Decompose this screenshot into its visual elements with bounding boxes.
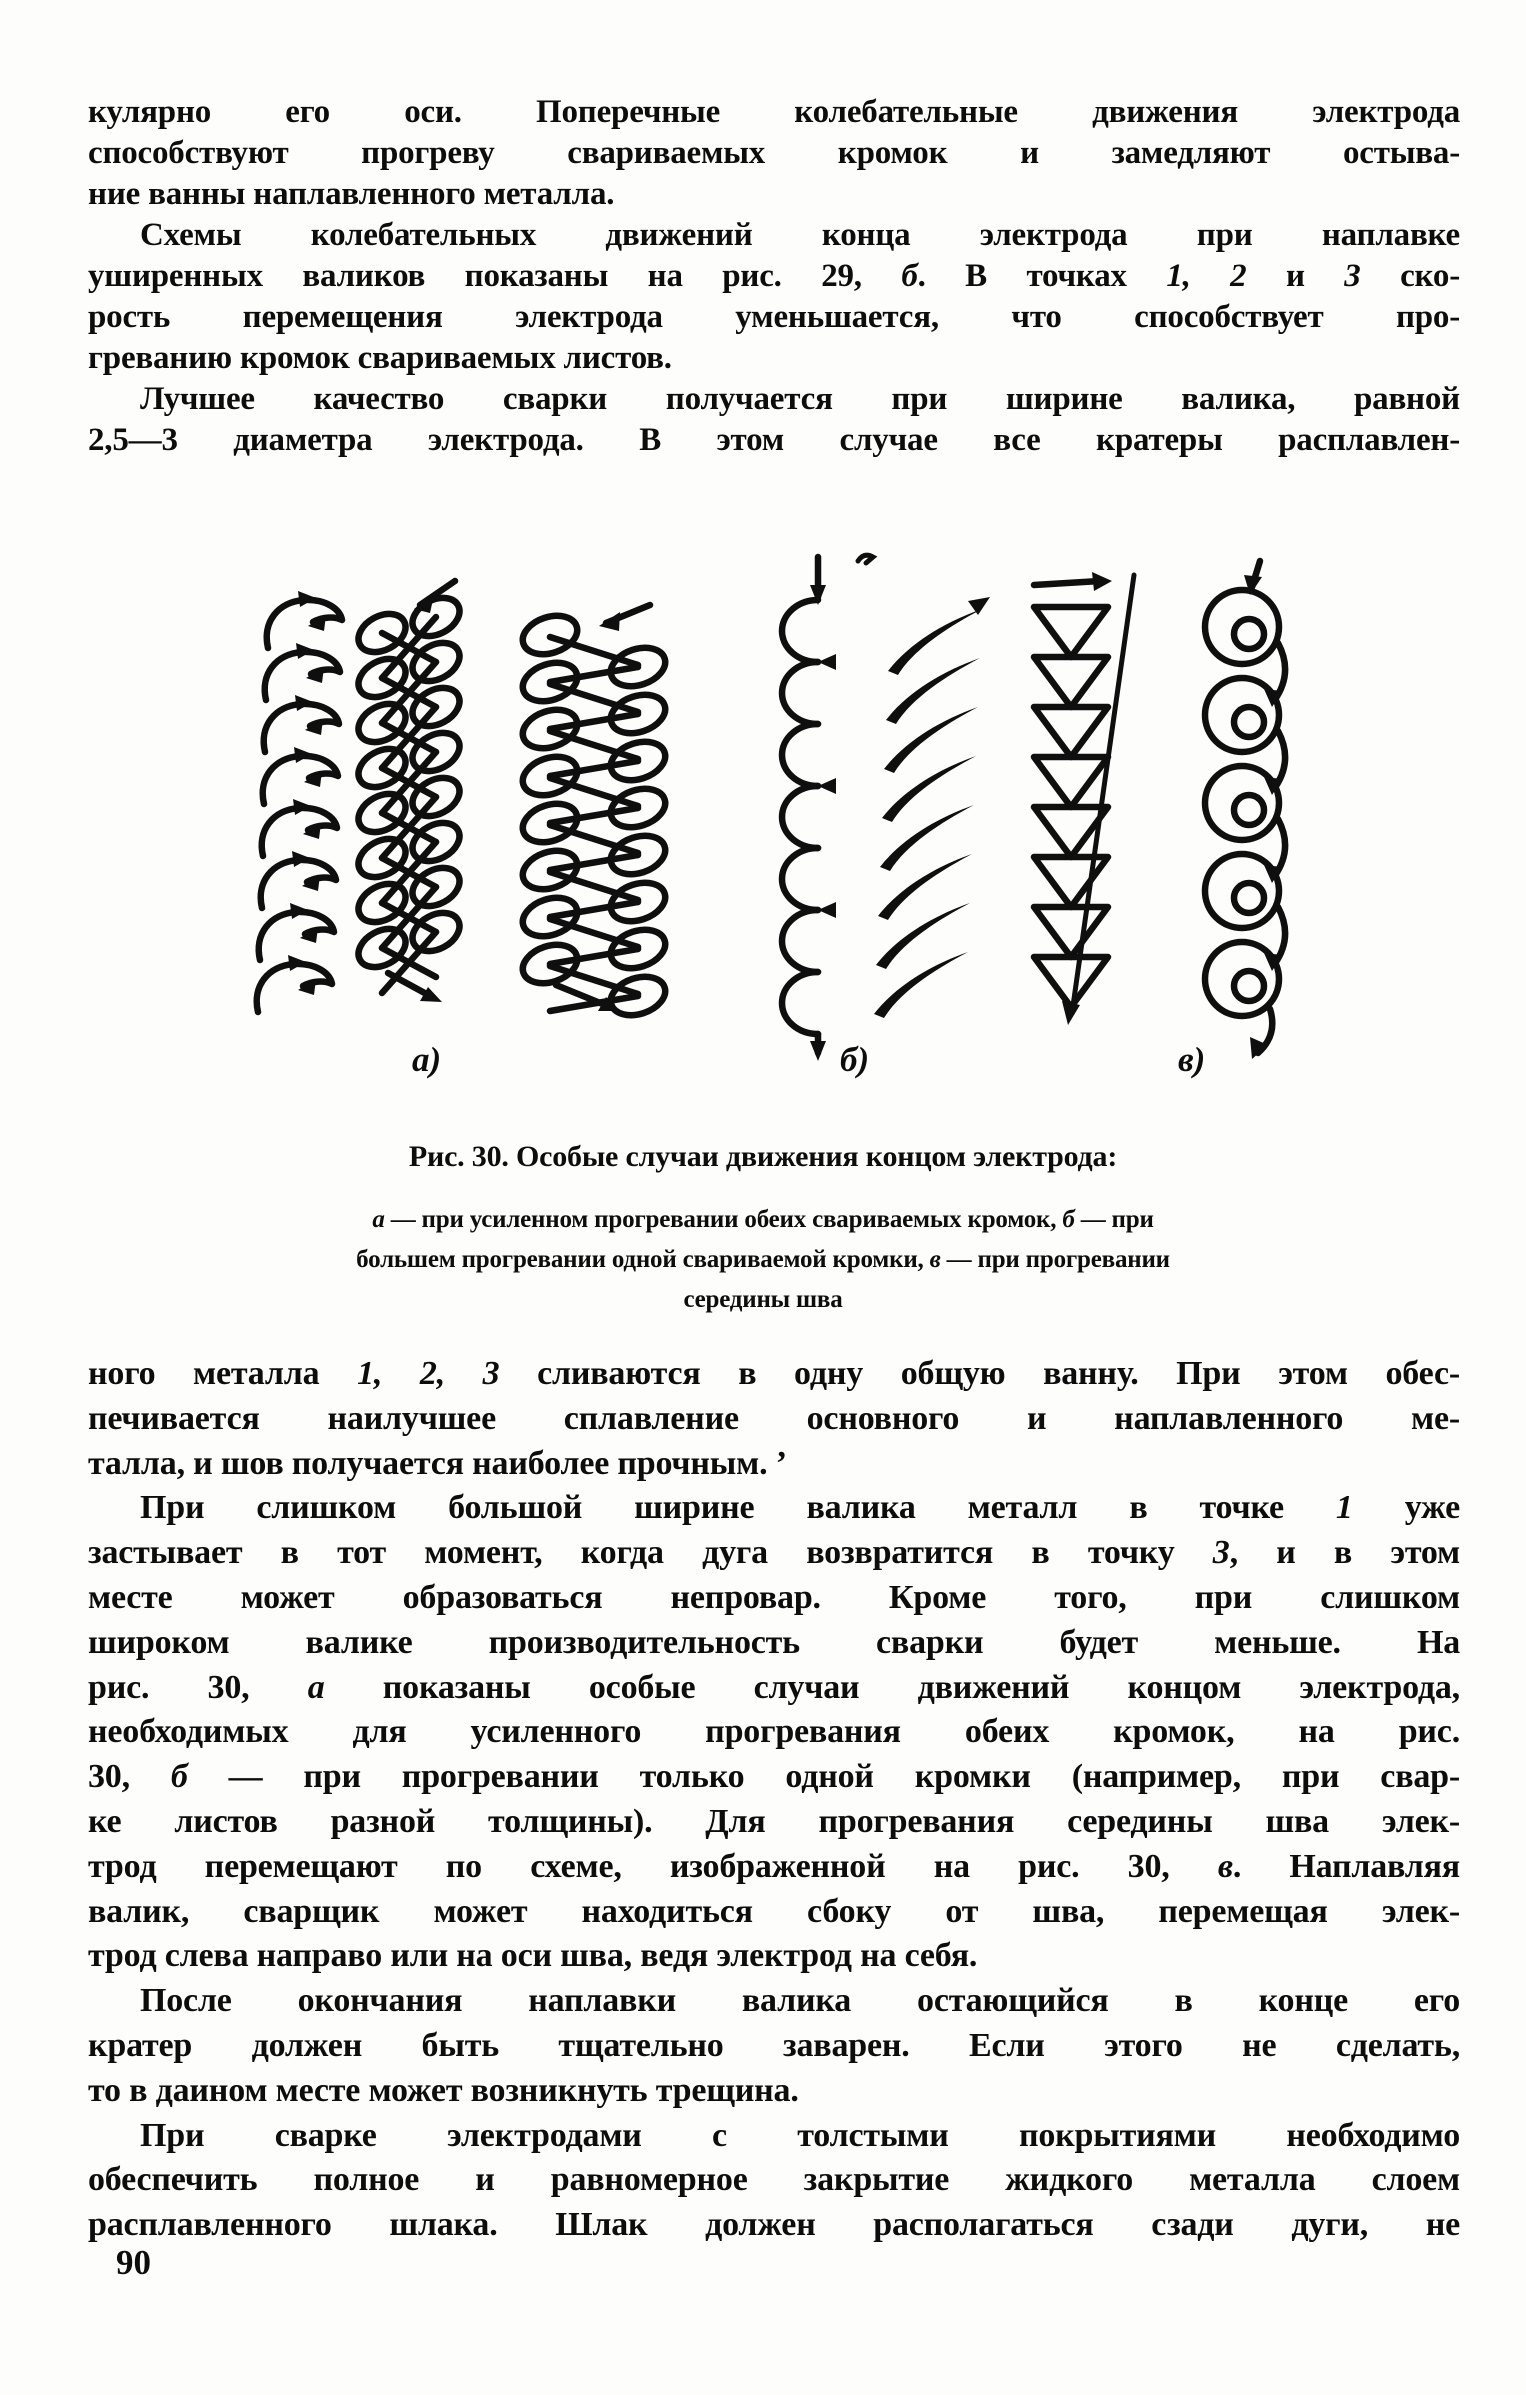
text-line: расплавленного шлака. Шлак должен располагаться сзади дуги, не: [88, 2206, 1460, 2244]
text-line: необходимых для усиленного прогревания обеих кромок, на рис.: [88, 1713, 1460, 1751]
text-line: середины шва: [683, 1286, 843, 1313]
text-line: то в даином месте может возникнуть трещина.: [88, 2071, 799, 2109]
text-line: а — при усиленном прогревании обеих свариваемых кромок, б — при: [372, 1206, 1154, 1233]
text-line: способствуют прогреву свариваемых кромок и замедляют остыва-: [88, 135, 1460, 171]
pattern-crescent-arcs: [257, 591, 342, 1012]
text-line: трод перемещают по схеме, изображенной на рис. 30, в. Наплавляя: [88, 1847, 1460, 1885]
text-line: греванию кромок свариваемых листов.: [88, 340, 672, 376]
text-line: ного металла 1, 2, 3 сливаются в одну общую ванну. При этом обес-: [88, 1355, 1460, 1392]
text-line: большем прогревании одной свариваемой кромки, в — при прогревании: [356, 1246, 1170, 1273]
text-line: валик, сварщик может находиться сбоку от шва, перемещая элек-: [88, 1892, 1460, 1930]
text-line: кулярно его оси. Поперечные колебательные движения электрода: [88, 94, 1460, 130]
text-line: После окончания наплавки валика остающийся в конце его: [140, 1982, 1460, 2020]
pattern-loop-zigzag-chain: [518, 605, 670, 1022]
text-line: застывает в тот момент, когда дуга возвратится в точку 3, и в этом: [88, 1534, 1460, 1572]
text-line: При сварке электродами с толстыми покрытиями необходимо: [140, 2116, 1460, 2154]
text-line: кратер должен быть тщательно заварен. Если этого не сделать,: [88, 2026, 1460, 2064]
pattern-figure-eight-chain: [352, 581, 466, 1002]
pattern-triangle-column: [1034, 572, 1134, 1025]
text-line: 30, б — при прогревании только одной кромки (например, при свар-: [88, 1758, 1460, 1796]
text-line: печивается наилучшее сплавление основного и наплавленного ме-: [88, 1399, 1460, 1437]
figure-sub-label-v: в): [1178, 1040, 1206, 1079]
scan-noise-mark: [858, 555, 873, 563]
text-line: 2,5—3 диаметра электрода. В этом случае все кратеры расплавлен-: [88, 422, 1460, 458]
page-number: 90: [116, 2243, 151, 2282]
text-line: Лучшее качество сварки получается при ширине валика, равной: [140, 381, 1460, 417]
figure-rise-30-diagram: [0, 545, 1526, 1075]
figure-caption-details: [173, 1200, 1353, 1320]
text-line: ке листов разной толщины). Для прогревания середины шва элек-: [88, 1802, 1460, 1840]
figure-sub-label-a: а): [412, 1040, 442, 1079]
text-line: ние ванны наплавленного металла.: [88, 176, 615, 212]
top-paragraphs: [88, 92, 1460, 461]
pattern-spiral-chain: [1205, 561, 1285, 1059]
figure-sub-label-b: б): [840, 1040, 870, 1079]
text-line: Схемы колебательных движений конца электрода при наплавке: [140, 217, 1460, 253]
text-line: трод слева направо или на оси шва, ведя электрод на себя.: [88, 1937, 978, 1975]
figure-caption-title: Рис. 30. Особые случаи движения концом электрода:: [408, 1140, 1118, 1173]
text-line: рость перемещения электрода уменьшается, что способствует про-: [88, 299, 1460, 335]
text-line: талла, и шов получается наиболее прочным. ’: [88, 1444, 787, 1482]
text-line: рис. 30, а показаны особые случаи движений концом электрода,: [88, 1668, 1460, 1706]
pattern-sickle-strokes: [874, 597, 990, 1018]
text-line: обеспечить полное и равномерное закрытие жидкого металла слоем: [88, 2161, 1460, 2199]
bottom-paragraphs: [88, 1352, 1460, 2248]
text-line: При слишком большой ширине валика металл в точке 1 уже: [140, 1489, 1460, 1527]
text-line: широком валике производительность сварки будет меньше. На: [88, 1623, 1460, 1661]
pattern-hook-column: [782, 557, 836, 1061]
text-line: уширенных валиков показаны на рис. 29, б. В точках 1, 2 и 3 ско-: [88, 258, 1461, 294]
text-line: месте может образоваться непровар. Кроме того, при слишком: [88, 1578, 1460, 1616]
